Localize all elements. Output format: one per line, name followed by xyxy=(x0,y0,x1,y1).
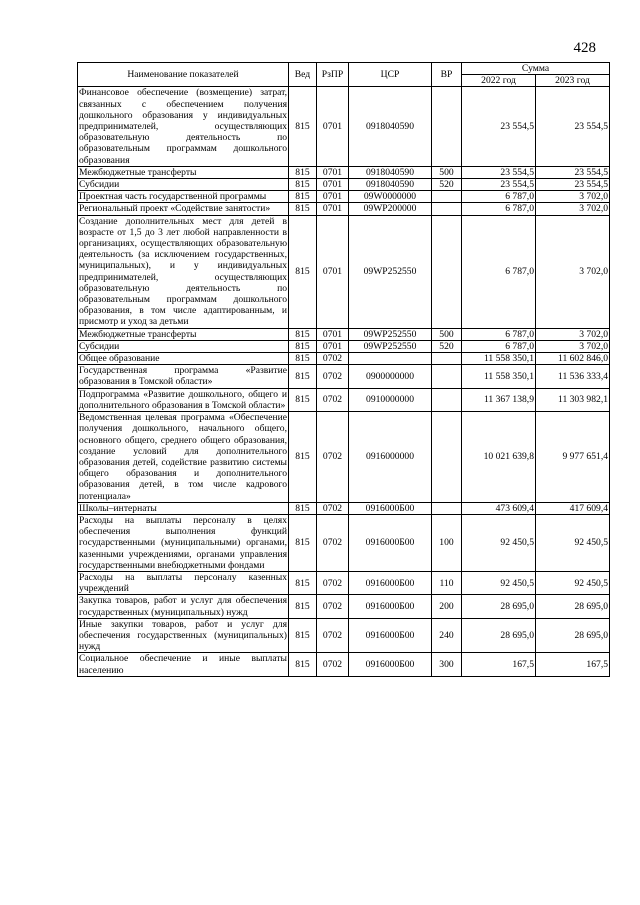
row-ved: 815 xyxy=(289,365,317,388)
row-vr xyxy=(432,215,462,328)
table-row xyxy=(78,412,610,503)
row-name: Социальное обеспечение и иные выплаты населению xyxy=(79,653,287,676)
row-sum-2022: 11 558 350,1 xyxy=(462,353,536,365)
row-ved: 815 xyxy=(289,502,317,514)
table-header xyxy=(78,63,610,87)
row-vr: 240 xyxy=(432,618,462,653)
row-csr: 0916000Б00 xyxy=(349,653,432,676)
row-sum-2022: 6 787,0 xyxy=(462,340,536,352)
table-body xyxy=(78,87,610,676)
table-row xyxy=(78,328,610,340)
row-rzpr: 0701 xyxy=(317,179,349,191)
row-rzpr: 0702 xyxy=(317,365,349,388)
row-sum-2023: 3 702,0 xyxy=(536,191,610,203)
table-row xyxy=(78,87,610,166)
table-row xyxy=(78,514,610,571)
row-name: Расходы на выплаты персоналу казенных учреждений xyxy=(79,571,287,595)
row-name: Создание дополнительных мест для детей в возрасте от 1,5 до 3 лет любой направленности в организациях, осуществляющих образовательную деятельность (за исключением государственных, муниципальных), и у индивидуальных предпринимателей, осуществляющих образовательную деятельность по образовательным программам дошкольного образования, в том числе адаптированным, и присмотр и уход за детьми xyxy=(79,215,287,328)
row-sum-2022: 28 695,0 xyxy=(462,595,536,618)
row-rzpr: 0701 xyxy=(317,328,349,340)
row-rzpr: 0702 xyxy=(317,388,349,411)
row-rzpr: 0701 xyxy=(317,87,349,166)
row-ved: 815 xyxy=(289,618,317,653)
row-name: Подпрограмма «Развитие дошкольного, общего и дополнительного образования в Томской области» xyxy=(79,388,287,411)
row-ved: 815 xyxy=(289,571,317,594)
row-ved: 815 xyxy=(289,388,317,411)
header-year-2023: 2023 год xyxy=(536,75,610,87)
row-csr: 0918040590 xyxy=(349,166,432,178)
header-csr: ЦСР xyxy=(349,63,432,87)
row-sum-2022: 10 021 639,8 xyxy=(462,412,536,503)
row-rzpr: 0701 xyxy=(317,203,349,215)
table-row xyxy=(78,215,610,328)
row-sum-2023: 3 702,0 xyxy=(536,328,610,340)
row-sum-2023: 23 554,5 xyxy=(536,87,610,166)
table-row xyxy=(78,191,610,203)
row-name: Иные закупки товаров, работ и услуг для обеспечения государственных (муниципальных) нужд xyxy=(79,618,287,653)
row-vr: 300 xyxy=(432,653,462,676)
row-sum-2023: 3 702,0 xyxy=(536,203,610,215)
row-csr: 0900000000 xyxy=(349,365,432,388)
row-csr: 0918040590 xyxy=(349,87,432,166)
row-rzpr: 0702 xyxy=(317,618,349,653)
row-rzpr: 0702 xyxy=(317,595,349,618)
row-vr: 520 xyxy=(432,179,462,191)
row-sum-2023: 92 450,5 xyxy=(536,571,610,594)
row-ved: 815 xyxy=(289,595,317,618)
row-vr: 100 xyxy=(432,514,462,571)
row-sum-2022: 11 367 138,9 xyxy=(462,388,536,411)
header-rzpr: РзПР xyxy=(317,63,349,87)
row-ved: 815 xyxy=(289,166,317,178)
row-rzpr: 0702 xyxy=(317,653,349,676)
table-row xyxy=(78,365,610,388)
row-vr: 500 xyxy=(432,166,462,178)
row-csr: 0916000000 xyxy=(349,412,432,503)
row-ved: 815 xyxy=(289,328,317,340)
row-name: Межбюджетные трансферты xyxy=(78,166,289,178)
row-ved: 815 xyxy=(289,191,317,203)
row-rzpr: 0702 xyxy=(317,571,349,594)
row-name: Субсидии xyxy=(78,179,289,191)
row-sum-2022: 23 554,5 xyxy=(462,166,536,178)
table-row xyxy=(78,502,610,514)
row-sum-2022: 6 787,0 xyxy=(462,191,536,203)
row-sum-2023: 92 450,5 xyxy=(536,514,610,571)
row-ved: 815 xyxy=(289,215,317,328)
header-ved: Вед xyxy=(289,63,317,87)
row-rzpr: 0701 xyxy=(317,340,349,352)
row-name: Государственная программа «Развитие образования в Томской области» xyxy=(79,365,287,388)
row-name: Расходы на выплаты персоналу в целях обеспечения выполнения функций государственными (муниципальными) органами, казенными учреждениями, органами управления государственными внебюджетными фондами xyxy=(79,514,287,571)
table-row xyxy=(78,618,610,653)
row-sum-2022: 167,5 xyxy=(462,653,536,676)
row-name: Региональный проект «Содействие занятости» xyxy=(78,203,289,215)
budget-table xyxy=(77,62,610,677)
row-vr xyxy=(432,353,462,365)
header-year-2022: 2022 год xyxy=(462,75,536,87)
row-name: Финансовое обеспечение (возмещение) затрат, связанных с обеспечением получения дошкольного образования у индивидуальных предпринимателей, осуществляющих образовательную деятельность по образовательным программам дошкольного образования xyxy=(79,87,287,166)
header-name: Наименование показателей xyxy=(78,63,289,87)
table-row xyxy=(78,179,610,191)
row-ved: 815 xyxy=(289,87,317,166)
row-sum-2022: 92 450,5 xyxy=(462,571,536,594)
row-csr: 0916000Б00 xyxy=(349,618,432,653)
row-sum-2022: 23 554,5 xyxy=(462,179,536,191)
row-csr: 0910000000 xyxy=(349,388,432,411)
row-vr xyxy=(432,87,462,166)
row-csr: 0916000Б00 xyxy=(349,514,432,571)
row-csr xyxy=(349,353,432,365)
row-sum-2023: 23 554,5 xyxy=(536,166,610,178)
row-name: Общее образование xyxy=(78,353,289,365)
row-name: Ведомственная целевая программа «Обеспечение получения дошкольного, начального общего, основного общего, среднего общего образования, создание условий для дополнительного образования детей, содействие развитию системы общего образования и дополнительного образования детей, в том числе кадрового потенциала» xyxy=(79,412,287,502)
row-csr: 09WP200000 xyxy=(349,203,432,215)
row-ved: 815 xyxy=(289,353,317,365)
row-sum-2023: 11 602 846,0 xyxy=(536,353,610,365)
row-csr: 09WP252550 xyxy=(349,340,432,352)
table-row xyxy=(78,203,610,215)
row-sum-2022: 28 695,0 xyxy=(462,618,536,653)
row-rzpr: 0702 xyxy=(317,353,349,365)
page-number: 428 xyxy=(573,40,596,56)
row-sum-2022: 6 787,0 xyxy=(462,328,536,340)
table-row xyxy=(78,353,610,365)
row-name: Субсидии xyxy=(78,340,289,352)
row-rzpr: 0702 xyxy=(317,412,349,503)
row-vr: 200 xyxy=(432,595,462,618)
row-rzpr: 0701 xyxy=(317,166,349,178)
table-row xyxy=(78,653,610,676)
row-vr xyxy=(432,412,462,503)
row-vr xyxy=(432,203,462,215)
row-sum-2023: 11 303 982,1 xyxy=(536,388,610,411)
row-vr xyxy=(432,502,462,514)
row-vr: 500 xyxy=(432,328,462,340)
row-vr: 110 xyxy=(432,571,462,594)
row-csr: 09W0000000 xyxy=(349,191,432,203)
row-vr: 520 xyxy=(432,340,462,352)
row-ved: 815 xyxy=(289,179,317,191)
row-sum-2023: 28 695,0 xyxy=(536,595,610,618)
table-row xyxy=(78,340,610,352)
table-row xyxy=(78,571,610,594)
table-row xyxy=(78,595,610,618)
row-ved: 815 xyxy=(289,412,317,503)
row-sum-2022: 6 787,0 xyxy=(462,203,536,215)
row-sum-2022: 473 609,4 xyxy=(462,502,536,514)
row-sum-2023: 3 702,0 xyxy=(536,340,610,352)
row-csr: 0916000Б00 xyxy=(349,502,432,514)
row-vr xyxy=(432,388,462,411)
row-rzpr: 0702 xyxy=(317,514,349,571)
row-sum-2022: 6 787,0 xyxy=(462,215,536,328)
row-ved: 815 xyxy=(289,203,317,215)
row-vr xyxy=(432,365,462,388)
row-vr xyxy=(432,191,462,203)
row-sum-2022: 92 450,5 xyxy=(462,514,536,571)
row-ved: 815 xyxy=(289,514,317,571)
row-sum-2022: 11 558 350,1 xyxy=(462,365,536,388)
row-name: Проектная часть государственной программы xyxy=(78,191,289,203)
row-sum-2023: 167,5 xyxy=(536,653,610,676)
row-name: Межбюджетные трансферты xyxy=(78,328,289,340)
row-csr: 0916000Б00 xyxy=(349,595,432,618)
row-sum-2023: 9 977 651,4 xyxy=(536,412,610,503)
table-row xyxy=(78,388,610,411)
row-ved: 815 xyxy=(289,340,317,352)
row-name: Закупка товаров, работ и услуг для обеспечения государственных (муниципальных) нужд xyxy=(79,595,287,618)
row-sum-2023: 417 609,4 xyxy=(536,502,610,514)
row-sum-2022: 23 554,5 xyxy=(462,87,536,166)
row-ved: 815 xyxy=(289,653,317,676)
row-sum-2023: 3 702,0 xyxy=(536,215,610,328)
row-rzpr: 0701 xyxy=(317,191,349,203)
header-sum: Сумма xyxy=(462,63,610,75)
row-csr: 0918040590 xyxy=(349,179,432,191)
row-rzpr: 0701 xyxy=(317,215,349,328)
row-name: Школы–интернаты xyxy=(78,502,289,514)
table-row xyxy=(78,166,610,178)
header-vr: ВР xyxy=(432,63,462,87)
row-csr: 0916000Б00 xyxy=(349,571,432,594)
row-sum-2023: 23 554,5 xyxy=(536,179,610,191)
row-csr: 09WP252550 xyxy=(349,328,432,340)
row-rzpr: 0702 xyxy=(317,502,349,514)
row-sum-2023: 11 536 333,4 xyxy=(536,365,610,388)
row-sum-2023: 28 695,0 xyxy=(536,618,610,653)
row-csr: 09WP252550 xyxy=(349,215,432,328)
